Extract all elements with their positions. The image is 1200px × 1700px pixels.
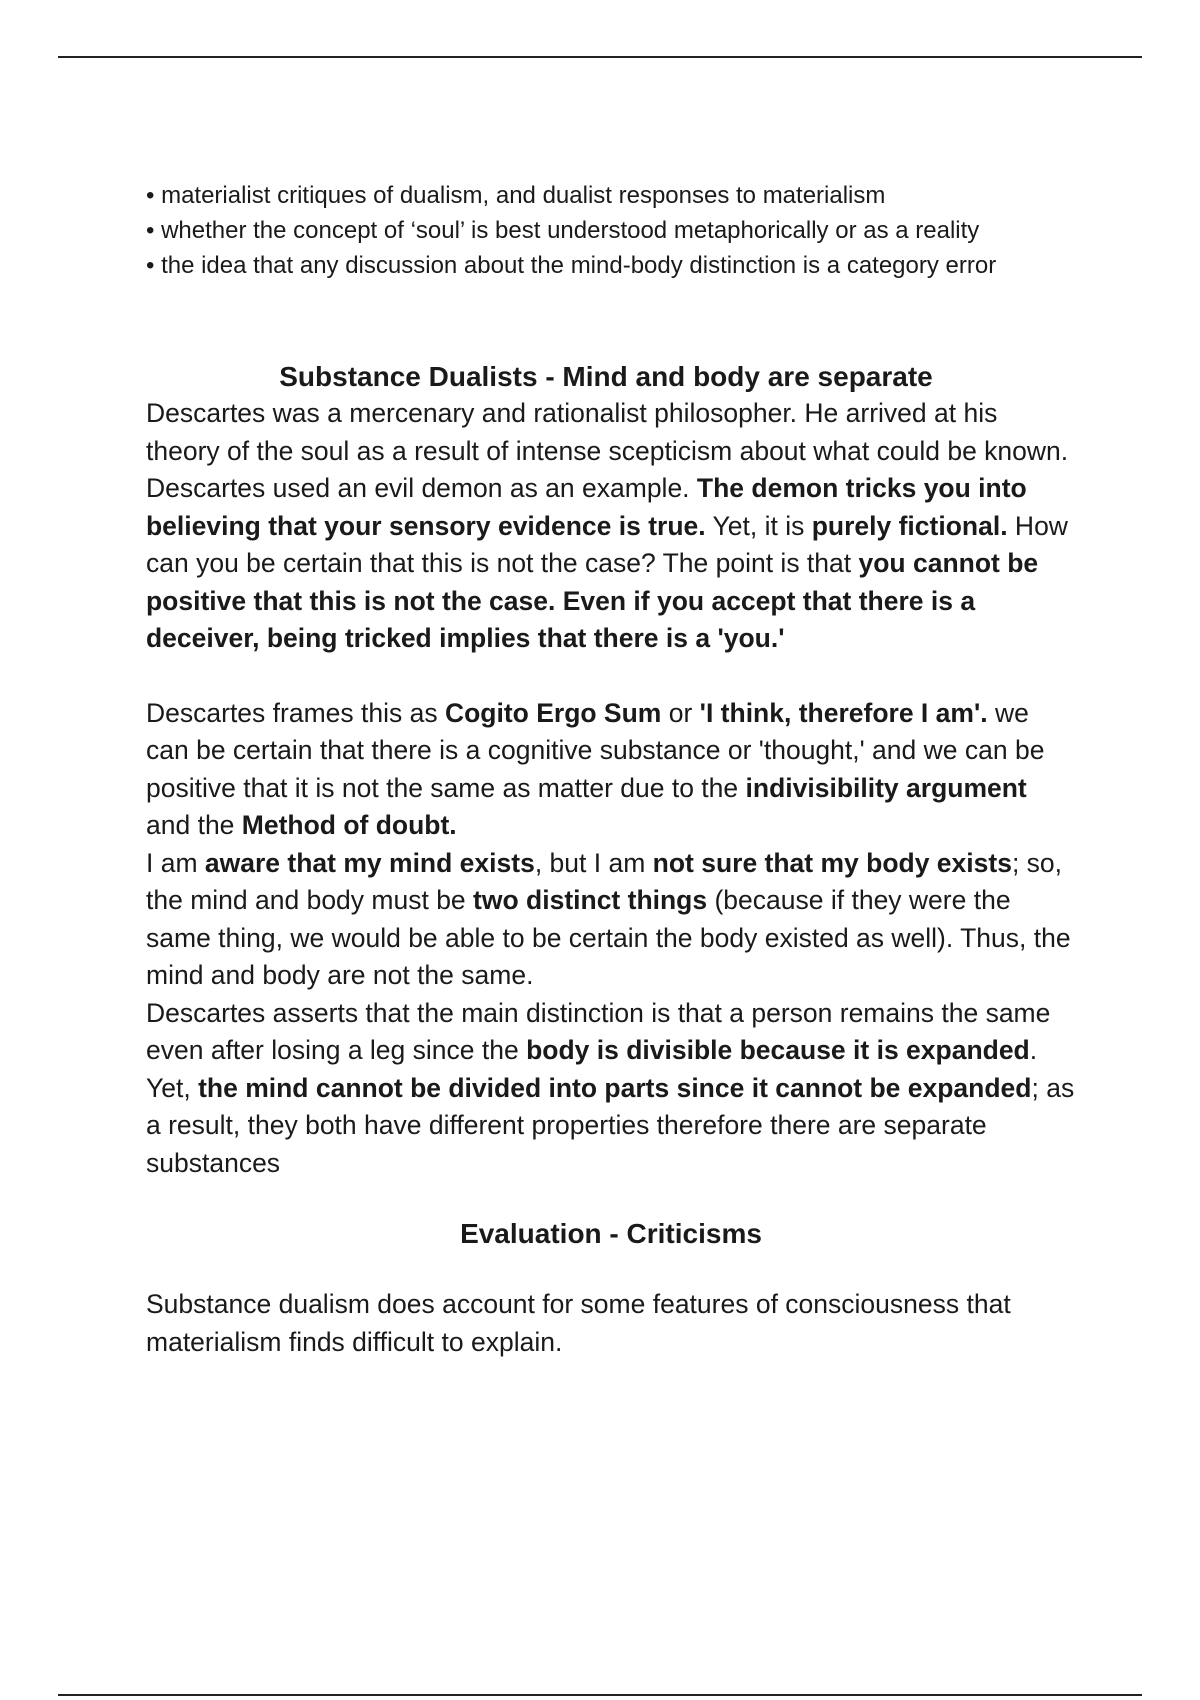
bold-text: 'I think, therefore I am'. bbox=[699, 697, 988, 728]
bold-text: you cannot be positive that this is not the case. Even if you accept that there is a deceiver, being tricked implies that there is a 'you.' bbox=[146, 548, 1039, 653]
document-body bbox=[146, 178, 1076, 1361]
bold-text: the mind cannot be divided into parts since it cannot be expanded bbox=[198, 1072, 1032, 1103]
bold-text: purely fictional. bbox=[811, 510, 1008, 541]
text-run: or bbox=[661, 697, 700, 728]
bold-text: indivisibility argument bbox=[745, 772, 1027, 803]
text-run: Yet, it is bbox=[705, 510, 812, 541]
bullet-list bbox=[146, 178, 1076, 283]
text-run: Descartes was a mercenary and rationalist philosopher. He arrived at his theory of the soul as a result of intense scepticism about what could be known. Descartes used an evil demon as an example. bbox=[146, 398, 1069, 503]
bullet-item: • materialist critiques of dualism, and dualist responses to materialism bbox=[146, 182, 886, 209]
top-rule bbox=[58, 56, 1142, 58]
text-run: and the bbox=[146, 810, 242, 840]
text-run: Descartes asserts that the main distinction is that a person remains the same even after losing a leg since the bbox=[146, 997, 1051, 1065]
bullet-item: • whether the concept of ‘soul’ is best understood metaphorically or as a reality bbox=[146, 217, 980, 244]
text-run: we can be certain that there is a cognitive substance or 'thought,' and we can be positive that it is not the same as matter due to the bbox=[146, 697, 1045, 803]
text-run: How can you be certain that this is not the case? The point is that bbox=[146, 510, 1068, 578]
text-run: I am bbox=[146, 847, 205, 878]
text-run: ; so, the mind and body must be bbox=[146, 847, 1063, 915]
bold-text: two distinct things bbox=[473, 885, 708, 915]
section-heading: Substance Dualists - Mind and body are separate bbox=[279, 361, 933, 392]
bold-text: aware that my mind exists bbox=[204, 847, 535, 878]
text-run: , but I am bbox=[534, 847, 653, 878]
bold-text: not sure that my body exists bbox=[652, 847, 1012, 878]
paragraph: Substance dualism does account for some features of consciousness that materialism finds difficult to explain. bbox=[146, 1289, 1011, 1357]
evaluation-section bbox=[146, 1216, 1076, 1361]
bold-text: Cogito Ergo Sum bbox=[444, 697, 662, 728]
text-run: ; as a result, they both have different properties therefore there are separate substances bbox=[146, 1072, 1075, 1178]
paragraph bbox=[146, 395, 1076, 658]
bullet-item: • the idea that any discussion about the mind-body distinction is a category error bbox=[146, 252, 997, 279]
bold-text: Method of doubt. bbox=[241, 810, 457, 840]
paragraph bbox=[146, 695, 1076, 845]
text-run: . Yet, bbox=[146, 1035, 1038, 1103]
bold-text: The demon tricks you into believing that your sensory evidence is true. bbox=[146, 473, 1027, 541]
text-run: (because if they were the same thing, we would be able to be certain the body existed as well). Thus, the mind and body are not the same. bbox=[146, 885, 1071, 990]
text-run: Descartes frames this as bbox=[146, 697, 445, 728]
paragraph bbox=[146, 845, 1076, 995]
bold-text: body is divisible because it is expanded bbox=[526, 1035, 1030, 1065]
substance-dualists-section bbox=[146, 359, 1076, 1182]
paragraph bbox=[146, 995, 1076, 1183]
bottom-rule bbox=[58, 1694, 1142, 1696]
section-heading: Evaluation - Criticisms bbox=[460, 1218, 762, 1249]
